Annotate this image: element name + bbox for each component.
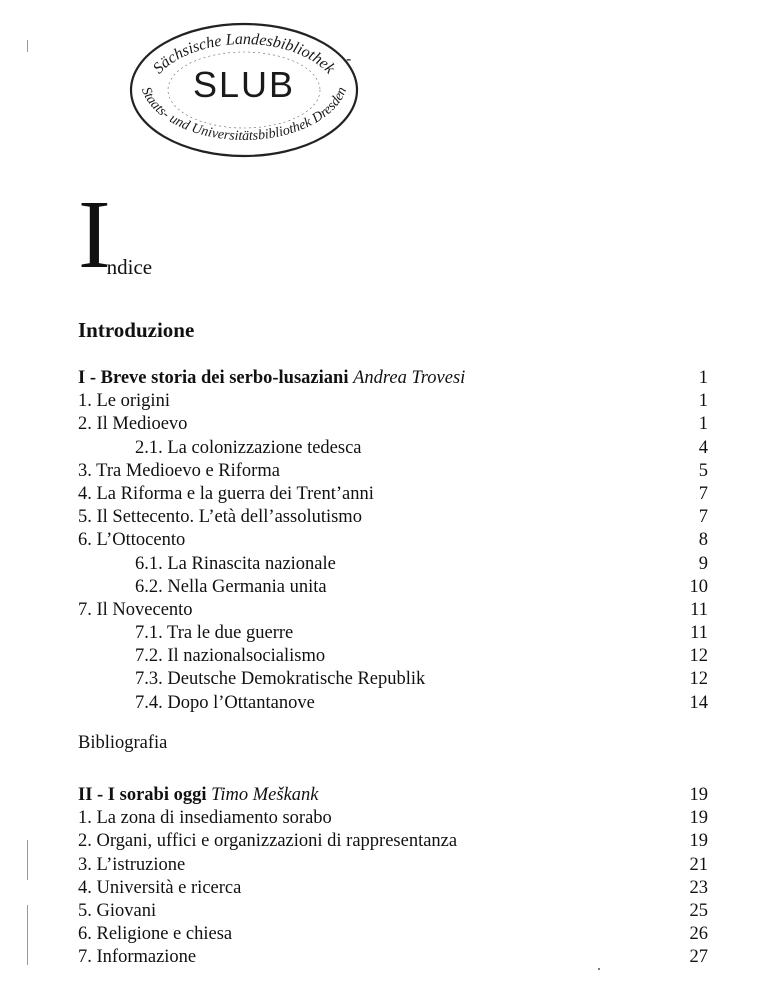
page-number: 14 <box>689 692 708 713</box>
entry-text: 6. L’Ottocento <box>78 530 186 551</box>
entry-text: 4. Università e ricerca <box>78 877 242 898</box>
entry-text: 6.1. La Rinascita nazionale <box>135 553 336 574</box>
toc-entry <box>78 645 708 668</box>
entry-text: 7.3. Deutsche Demokratische Republik <box>135 669 426 690</box>
entry-text: 1. La zona di insediamento sorabo <box>78 808 332 829</box>
toc-entry <box>78 946 708 969</box>
stamp-dash: - <box>346 51 352 68</box>
toc-entry <box>78 807 708 830</box>
page-number: 19 <box>689 808 708 829</box>
page-number: 4 <box>698 437 708 458</box>
margin-mark <box>27 905 28 965</box>
page-number: 27 <box>689 947 708 968</box>
page-number: 11 <box>690 599 708 620</box>
toc-section-title <box>78 784 708 807</box>
entry-text: 4. La Riforma e la guerra dei Trent’anni <box>78 483 374 504</box>
stamp-top-text: Sächsische Landesbibliothek <box>149 30 339 78</box>
entry-text: 7.2. Il nazionalsocialismo <box>135 646 326 667</box>
title-rest: ndice <box>106 255 153 279</box>
page-number: 23 <box>689 877 708 898</box>
page-number: 25 <box>689 900 708 921</box>
margin-mark <box>27 840 28 880</box>
page-number: 11 <box>690 623 708 644</box>
page-number: 8 <box>698 530 708 551</box>
page-number: 19 <box>689 831 708 852</box>
toc-entry <box>78 877 708 900</box>
toc-entry <box>78 830 708 853</box>
page-number: 26 <box>689 924 708 945</box>
page-number: 19 <box>689 785 708 805</box>
page-number: 7 <box>698 507 708 528</box>
page-number: 7 <box>698 483 708 504</box>
toc-entry <box>78 529 708 552</box>
toc-entry <box>78 622 708 645</box>
page-number: 1 <box>698 391 708 412</box>
page-number: 12 <box>689 669 708 690</box>
page-number: 10 <box>689 576 708 597</box>
section-author: Andrea Trovesi <box>353 368 466 388</box>
toc-entry <box>78 923 708 946</box>
toc-entry <box>78 437 708 460</box>
toc-entry <box>78 553 708 576</box>
entry-text: 2. Organi, uffici e organizzazioni di rappresentanza <box>78 831 458 852</box>
toc-entry <box>78 854 708 877</box>
toc-entry <box>78 692 708 715</box>
page-number: 1 <box>698 414 708 435</box>
page-number: 12 <box>689 646 708 667</box>
toc-entry <box>78 460 708 483</box>
entry-text: 2.1. La colonizzazione tedesca <box>135 437 362 458</box>
title-initial: I <box>78 181 111 289</box>
entry-text: 7. Il Novecento <box>78 599 193 620</box>
library-stamp <box>126 20 362 160</box>
toc-entry <box>78 390 708 413</box>
section-author: Timo Meškank <box>211 785 319 805</box>
entry-text: 7.4. Dopo l’Ottantanove <box>135 692 315 713</box>
toc-entry <box>78 599 708 622</box>
page-title <box>78 181 153 289</box>
entry-text: 5. Il Settecento. L’età dell’assolutismo <box>78 507 362 528</box>
bibliografia-heading: Bibliografia <box>78 733 168 753</box>
page-number: 9 <box>698 553 708 574</box>
toc-section-2 <box>78 784 708 970</box>
margin-mark <box>27 40 28 52</box>
entry-text: 3. L’istruzione <box>78 854 186 875</box>
entry-text: 6.2. Nella Germania unita <box>135 576 327 597</box>
entry-text: 6. Religione e chiesa <box>78 924 233 945</box>
intro-heading: Introduzione <box>78 318 195 342</box>
toc-entry <box>78 576 708 599</box>
stamp-bottom-text: Staats- und Universitätsbibliothek Dresden <box>137 85 351 145</box>
page-number: 21 <box>689 854 708 875</box>
toc-section-title <box>78 367 708 390</box>
entry-text: 7. Informazione <box>78 947 197 968</box>
speck <box>598 968 600 970</box>
stamp-center-text: SLUB <box>192 64 296 105</box>
section-title: I - Breve storia dei serbo-lusaziani <box>78 368 349 388</box>
page-number: 5 <box>698 460 708 481</box>
entry-text: 1. Le origini <box>78 391 170 412</box>
entry-text: 5. Giovani <box>78 900 157 921</box>
toc-entry <box>78 900 708 923</box>
toc-section-1 <box>78 367 708 715</box>
toc-entry <box>78 483 708 506</box>
toc-entry <box>78 413 708 436</box>
toc-entry <box>78 668 708 691</box>
section-title: II - I sorabi oggi <box>78 785 207 805</box>
entry-text: 2. Il Medioevo <box>78 414 188 435</box>
entry-text: 3. Tra Medioevo e Riforma <box>78 460 280 481</box>
entry-text: 7.1. Tra le due guerre <box>135 623 294 644</box>
page-number: 1 <box>698 368 708 388</box>
toc-entry <box>78 506 708 529</box>
